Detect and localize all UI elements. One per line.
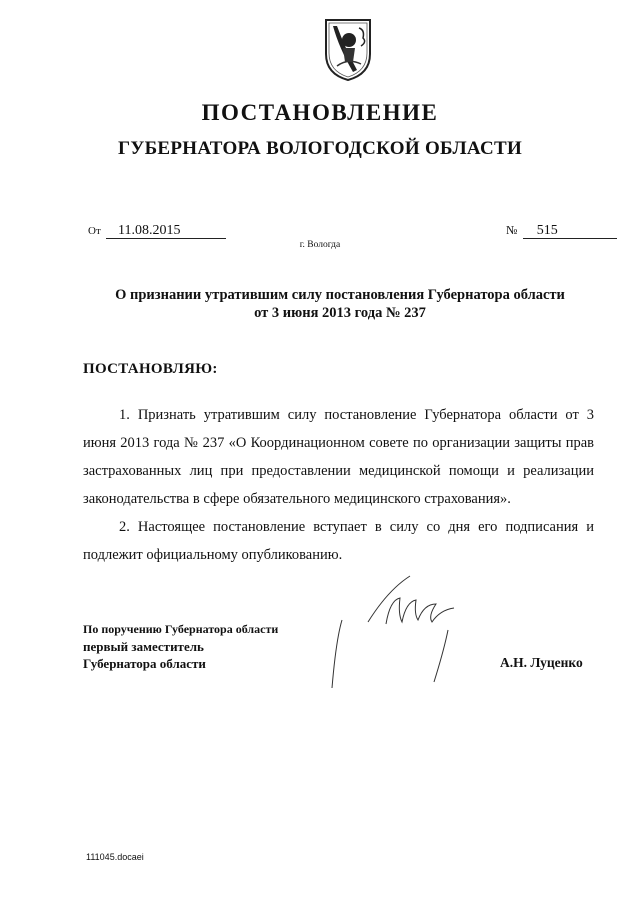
document-subject xyxy=(100,286,580,322)
number-row xyxy=(506,222,617,239)
signatory-name: А.Н. Луценко xyxy=(500,655,583,670)
signatory-line-1: По поручению Губернатора области xyxy=(83,622,279,636)
paragraph-1: 1. Признать утратившим силу постановление Губернатора области от 3 июня 2013 года № 237 «О Координационном совете по организации защиты прав застрахованных лиц при предоставлении медицинской помощи и реализации законодательства в сфере обязательного медицинского страхования». xyxy=(83,407,594,507)
subject-line-2: от 3 июня 2013 года № 237 xyxy=(254,305,426,321)
decree-heading: ПОСТАНОВЛЯЮ: xyxy=(83,361,218,377)
file-reference: 111045.docaei xyxy=(86,852,144,862)
signatory-line-3: Губернатора области xyxy=(83,656,206,671)
signatory-block xyxy=(83,621,278,672)
signatory-line-2: первый заместитель xyxy=(83,639,204,654)
paragraph-2: 2. Настоящее постановление вступает в силу со дня его подписания и подлежит официальному опубликованию. xyxy=(83,519,594,563)
city-label: г. Вологда xyxy=(299,240,341,250)
number-label: № xyxy=(506,223,518,237)
document-date: 11.08.2015 xyxy=(106,223,226,239)
document-body xyxy=(83,401,594,569)
document-number: 515 xyxy=(523,223,617,239)
date-label: От xyxy=(88,225,101,237)
date-row xyxy=(88,222,226,239)
handwritten-signature xyxy=(328,570,463,690)
subject-line-1: О признании утратившим силу постановления Губернатора области xyxy=(115,287,565,303)
document-issuer: ГУБЕРНАТОРА ВОЛОГОДСКОЙ ОБЛАСТИ xyxy=(117,138,523,159)
vologda-coat-of-arms-icon xyxy=(323,18,373,82)
document-title: ПОСТАНОВЛЕНИЕ xyxy=(201,100,439,125)
